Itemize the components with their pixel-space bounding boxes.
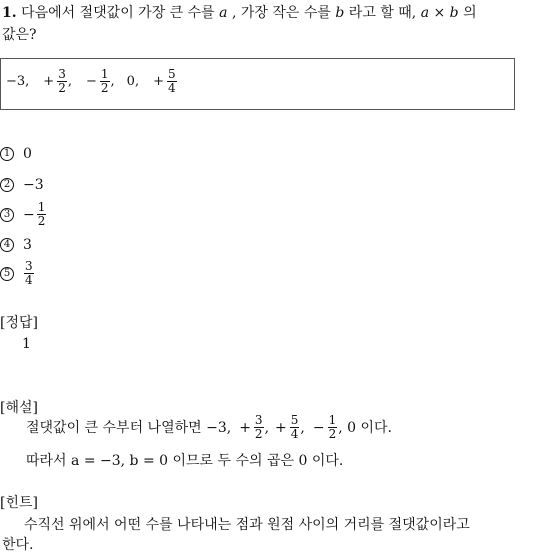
question	[2, 2, 530, 46]
number-5-sign: +	[153, 74, 164, 89]
option-2-text: −3	[23, 177, 44, 193]
option-4-text: 3	[23, 237, 32, 253]
hint-label: [힌트]	[0, 495, 38, 511]
option-4-marker: 4	[0, 238, 14, 252]
number-3-sign: −	[85, 74, 97, 89]
option-1-marker: 1	[0, 147, 14, 161]
explanation-line-2: 따라서 a = −3, b = 0 이므로 두 수의 곱은 0 이다.	[26, 453, 344, 469]
question-text-1: 다음에서 절댓값이 가장 큰 수를	[21, 5, 215, 21]
question-text-5: 값은?	[2, 27, 37, 43]
explanation-fraction-3: $\frac{1}{2}$	[328, 413, 337, 441]
explanation-line-1: 절댓값이 큰 수부터 나열하면 −3, + $\frac{3}{2}$ , + $\frac{5}{4}$ , − $\frac{1}{2}$ , 0 이다.	[26, 413, 392, 441]
option-1[interactable]	[0, 146, 32, 162]
question-text-2: , 가장 작은 수를	[231, 5, 331, 21]
given-numbers-box	[0, 58, 515, 110]
number-4: 0,	[126, 74, 140, 89]
option-4[interactable]	[0, 237, 32, 253]
explanation-fraction-1: $\frac{3}{2}$	[254, 413, 263, 441]
number-2-fraction: $\frac{3}{2}$	[58, 67, 66, 95]
hint-line-2: 한다.	[2, 537, 34, 553]
product-expression: a × b	[420, 5, 459, 21]
number-1: −3,	[6, 74, 30, 89]
option-3-fraction: $\frac{1}{2}$	[37, 200, 46, 228]
number-5-fraction: $\frac{5}{4}$	[167, 67, 176, 95]
option-3-marker: 3	[0, 208, 14, 222]
option-1-text: 0	[23, 146, 32, 162]
number-2-sign: +	[43, 74, 55, 89]
var-a: a	[219, 5, 228, 21]
answer-value: 1	[22, 336, 31, 352]
number-3-fraction: $\frac{1}{2}$	[100, 67, 109, 95]
option-2[interactable]	[0, 177, 44, 193]
question-number: 1.	[2, 5, 17, 21]
answer-label: [정답]	[0, 315, 38, 331]
question-text-4: 의	[463, 5, 477, 21]
question-text-3: 라고 할 때,	[348, 5, 417, 21]
given-numbers: −3, + $\frac{3}{2}$ , − $\frac{1}{2}$ , 0, + $\frac{5}{4}$	[6, 67, 176, 95]
var-b: b	[335, 5, 345, 21]
option-3-sign: −	[23, 206, 35, 223]
option-2-marker: 2	[0, 178, 14, 192]
option-5[interactable]	[0, 260, 35, 287]
option-3[interactable]	[0, 201, 47, 228]
hint-line-1: 수직선 위에서 어떤 수를 나타내는 점과 원점 사이의 거리를 절댓값이라고	[24, 517, 470, 533]
explanation-fraction-2: $\frac{5}{4}$	[290, 413, 299, 441]
explanation-label: [해설]	[0, 400, 38, 416]
option-5-fraction: $\frac{3}{4}$	[25, 259, 33, 287]
option-5-marker: 5	[0, 267, 14, 281]
